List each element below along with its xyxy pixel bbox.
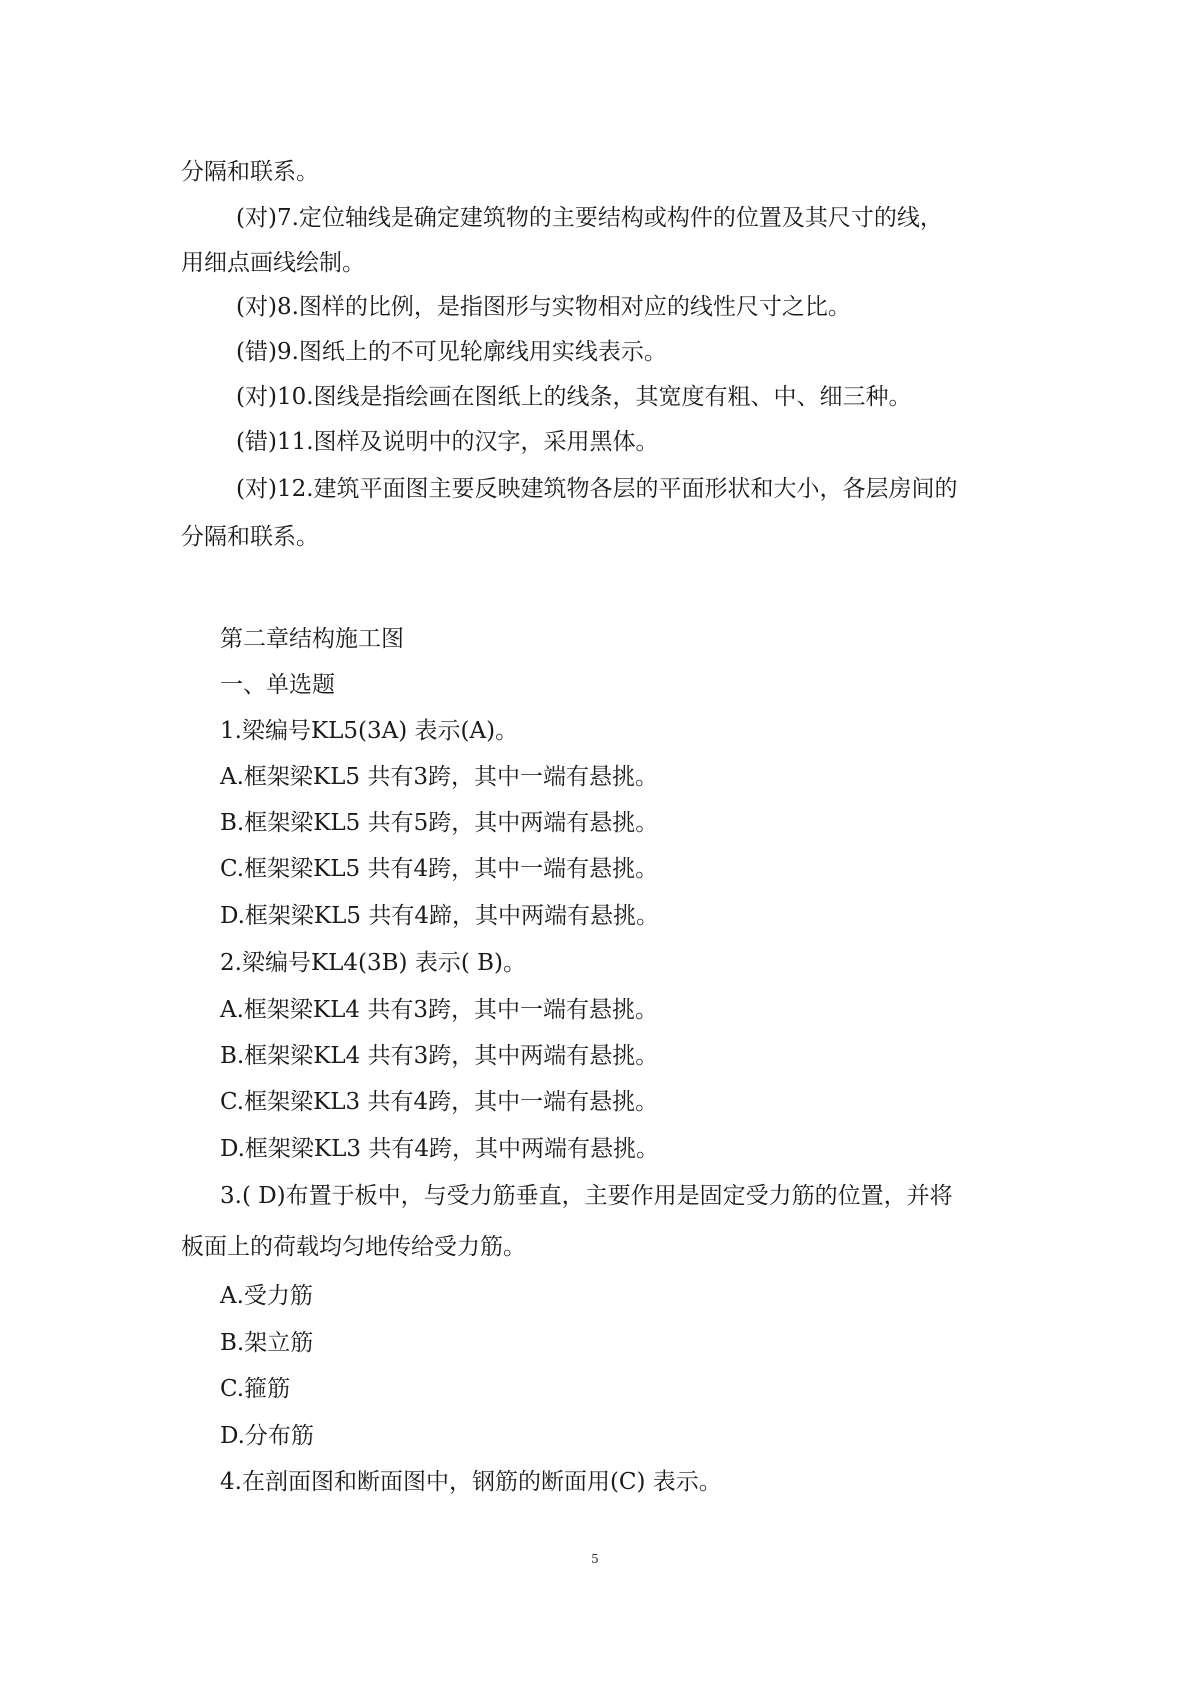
- question: 4.在剖面图和断面图中，钢筋的断面用(C) 表示。: [220, 1469, 722, 1495]
- option: B.架立筋: [220, 1330, 314, 1356]
- question: 2.梁编号KL4(3B) 表示( B)。: [220, 950, 526, 976]
- true-false-item: (对)7.定位轴线是确定建筑物的主要结构或构件的位置及其尺寸的线，: [236, 205, 943, 231]
- option: C.框架梁KL3 共有4跨，其中一端有悬挑。: [220, 1089, 659, 1115]
- true-false-item: (对)12.建筑平面图主要反映建筑物各层的平面形状和大小，各层房间的: [236, 476, 958, 502]
- option: B.框架梁KL5 共有5跨，其中两端有悬挑。: [220, 810, 659, 836]
- true-false-item: (对)10.图线是指绘画在图纸上的线条，其宽度有粗、中、细三种。: [236, 384, 912, 410]
- page-number: 5: [591, 1552, 599, 1566]
- question: 1.梁编号KL5(3A) 表示(A)。: [220, 718, 519, 744]
- option: B.框架梁KL4 共有3跨，其中两端有悬挑。: [220, 1043, 659, 1069]
- text-line: 板面上的荷载均匀地传给受力筋。: [181, 1234, 526, 1260]
- option: D.框架梁KL5 共有4蹄，其中两端有悬挑。: [220, 903, 659, 929]
- true-false-item: (错)11.图样及说明中的汉字，采用黑体。: [236, 429, 659, 455]
- option: D.框架梁KL3 共有4跨，其中两端有悬挑。: [220, 1136, 659, 1162]
- true-false-item: (对)8.图样的比例，是指图形与实物相对应的线性尺寸之比。: [236, 294, 851, 320]
- section-heading: 一、单选题: [220, 672, 335, 698]
- option: A.框架梁KL5 共有3跨，其中一端有悬挑。: [220, 764, 658, 790]
- question: 3.( D)布置于板中，与受力筋垂直，主要作用是固定受力筋的位置，并将: [220, 1183, 953, 1209]
- option: C.框架梁KL5 共有4跨，其中一端有悬挑。: [220, 856, 659, 882]
- option: C.箍筋: [220, 1376, 291, 1402]
- chapter-title: 第二章结构施工图: [220, 626, 404, 652]
- option: D.分布筋: [220, 1423, 314, 1449]
- text-line: 分隔和联系。: [181, 524, 319, 550]
- true-false-item: (错)9.图纸上的不可见轮廓线用实线表示。: [236, 339, 667, 365]
- option: A.框架梁KL4 共有3跨，其中一端有悬挑。: [220, 997, 658, 1023]
- text-line: 用细点画线绘制。: [181, 250, 365, 276]
- text-line: 分隔和联系。: [181, 159, 319, 185]
- option: A.受力筋: [220, 1283, 313, 1309]
